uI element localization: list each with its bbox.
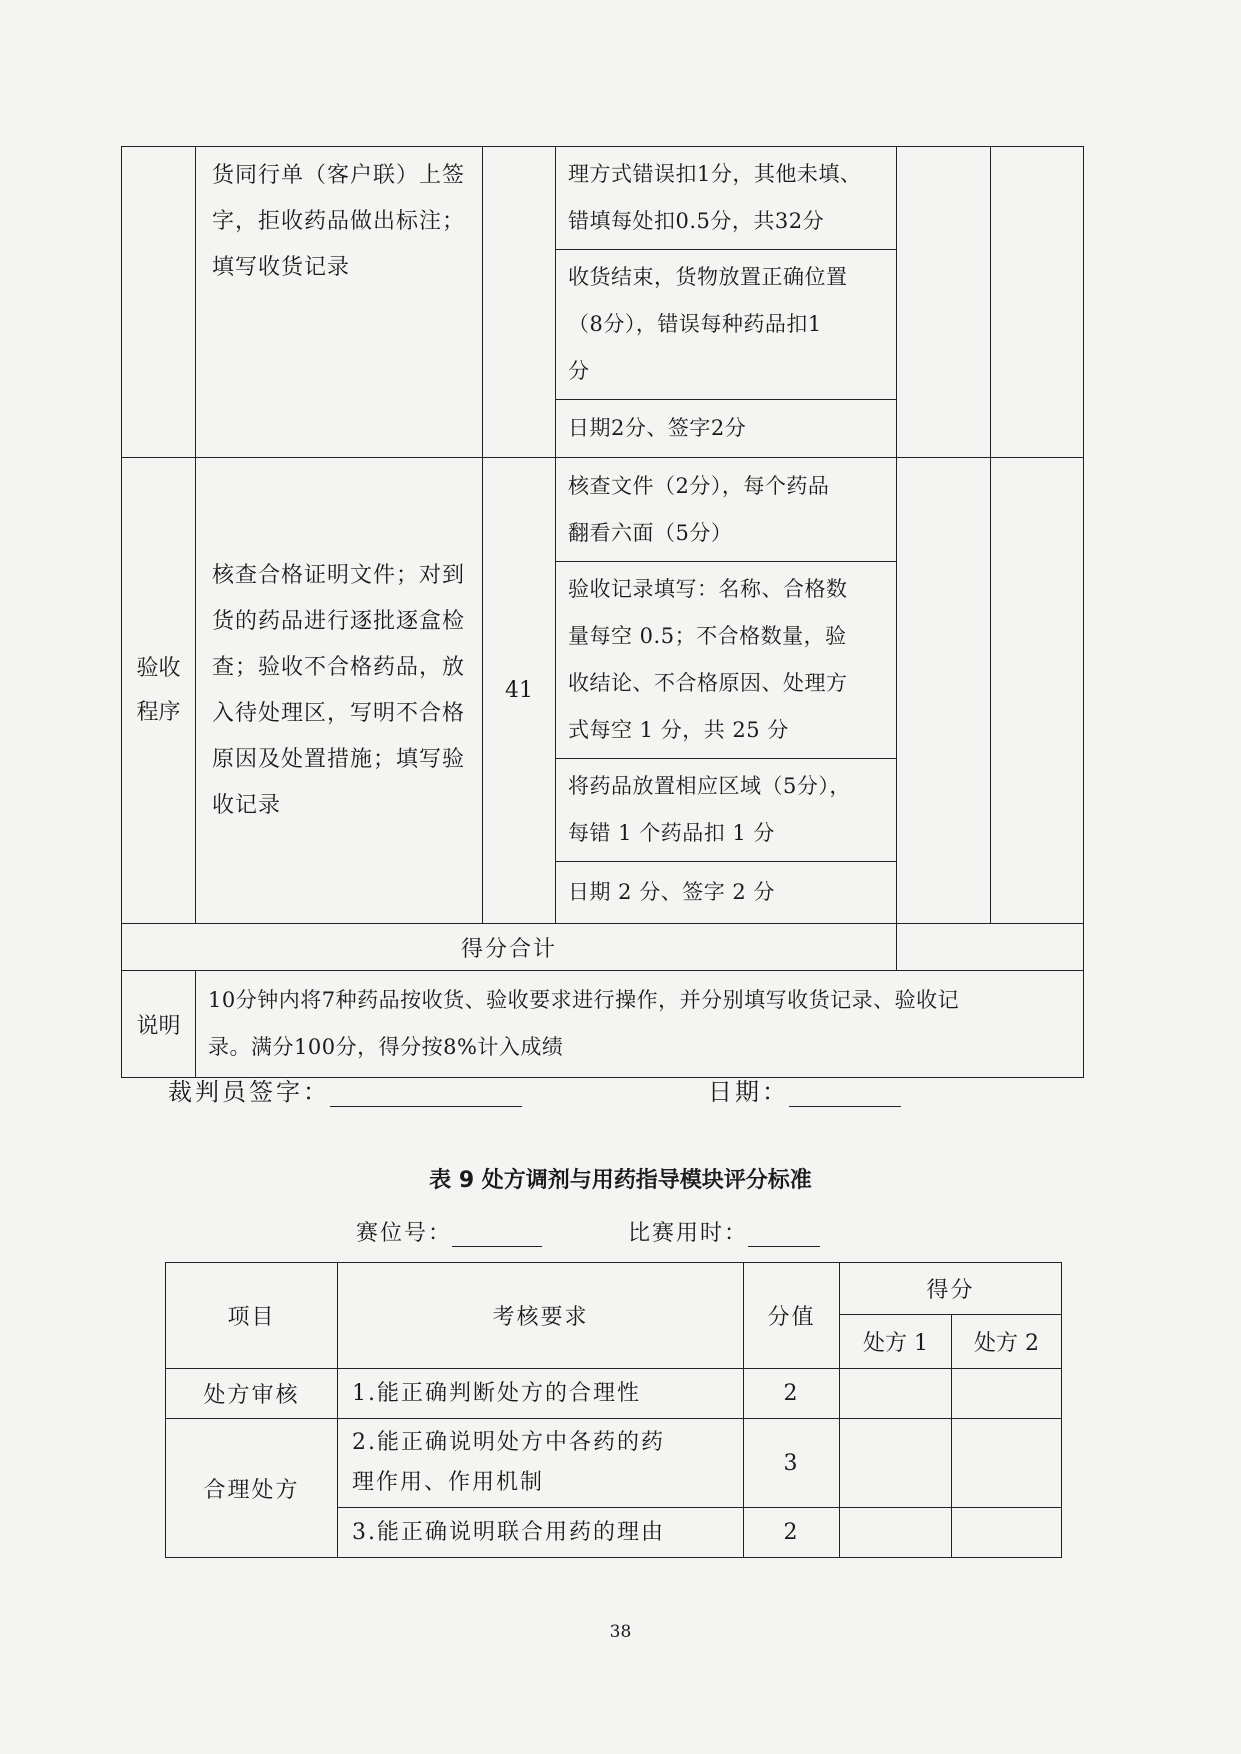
score-input-cell[interactable] xyxy=(991,458,1084,924)
project-cell xyxy=(122,147,196,458)
table-row xyxy=(122,924,1084,971)
note-line: 10分钟内将7种药品按收货、验收要求进行操作，并分别填写收货记录、验收记 xyxy=(208,988,960,1012)
requirement-line: 入待处理区，写明不合格 xyxy=(212,700,466,726)
score-cell: 2 xyxy=(744,1508,840,1558)
seat-number xyxy=(356,1216,542,1247)
criteria-line: （8分），错误每种药品扣1 xyxy=(568,312,822,336)
score-input-cell[interactable] xyxy=(952,1369,1062,1419)
criteria-line: 验收记录填写：名称、合格数 xyxy=(568,577,848,601)
note-line: 录。满分100分，得分按8%计入成绩 xyxy=(208,1035,564,1059)
header-requirement: 考核要求 xyxy=(338,1263,744,1369)
seat-field[interactable] xyxy=(452,1222,542,1247)
header-rx1: 处方 1 xyxy=(840,1315,952,1369)
requirement-line: 字，拒收药品做出标注； xyxy=(212,209,466,234)
judge-signature xyxy=(168,1072,522,1107)
criteria-cell xyxy=(556,759,897,862)
requirement-line: 3.能正确说明联合用药的理由 xyxy=(352,1519,665,1545)
score-cell: 2 xyxy=(744,1369,840,1419)
judge-signature-label: 裁判员签字： xyxy=(168,1078,330,1106)
project-cell xyxy=(122,458,196,924)
score-input-cell[interactable] xyxy=(840,1508,952,1558)
table-row xyxy=(166,1419,1062,1508)
requirement-line: 理作用、作用机制 xyxy=(352,1470,545,1495)
time-label: 比赛用时： xyxy=(628,1221,749,1246)
header-project: 项目 xyxy=(166,1263,338,1369)
score-input-cell[interactable] xyxy=(991,147,1084,458)
requirement-line: 收记录 xyxy=(212,792,282,818)
project-label: 验收 xyxy=(136,655,181,681)
score-input-cell[interactable] xyxy=(952,1419,1062,1508)
header-score: 分值 xyxy=(744,1263,840,1369)
table-header-row xyxy=(166,1263,1062,1315)
judge-signature-field[interactable] xyxy=(330,1080,522,1107)
requirement-line: 原因及处置措施；填写验 xyxy=(212,746,466,772)
requirement-cell xyxy=(338,1508,744,1558)
requirement-line: 货同行单（客户联）上签 xyxy=(212,163,466,188)
criteria-line: 日期 2 分、签字 2 分 xyxy=(568,880,775,904)
criteria-cell xyxy=(556,458,897,562)
scoring-table-receiving xyxy=(121,146,1084,1078)
criteria-cell xyxy=(556,400,897,458)
criteria-line: 式每空 1 分，共 25 分 xyxy=(568,718,789,742)
score-input-cell[interactable] xyxy=(840,1369,952,1419)
criteria-line: 核查文件（2分），每个药品 xyxy=(568,473,830,498)
requirement-line: 1.能正确判断处方的合理性 xyxy=(352,1380,641,1406)
criteria-line: 日期2分、签字2分 xyxy=(568,416,747,440)
project-cell: 处方审核 xyxy=(166,1369,338,1419)
date-field[interactable] xyxy=(789,1080,901,1107)
score-cell: 3 xyxy=(744,1419,840,1508)
score-input-cell[interactable] xyxy=(897,458,991,924)
criteria-line: 收结论、不合格原因、处理方 xyxy=(568,671,848,695)
criteria-line: 将药品放置相应区域（5分）， xyxy=(568,774,851,798)
requirement-line: 2.能正确说明处方中各药的药 xyxy=(352,1430,665,1455)
page-number: 38 xyxy=(609,1622,632,1642)
header-rx2: 处方 2 xyxy=(952,1315,1062,1369)
table-row xyxy=(166,1369,1062,1419)
score-cell xyxy=(483,147,556,458)
criteria-line: 理方式错误扣1分，其他未填、 xyxy=(568,162,862,186)
header-got: 得分 xyxy=(840,1263,1062,1315)
requirement-line: 货的药品进行逐批逐盒检 xyxy=(212,608,466,634)
table-row xyxy=(122,458,1084,562)
total-score-cell[interactable] xyxy=(897,924,1084,971)
criteria-line: 每错 1 个药品扣 1 分 xyxy=(568,821,775,845)
requirement-cell xyxy=(338,1369,744,1419)
table-title: 表 9 处方调剂与用药指导模块评分标准 xyxy=(429,1168,812,1193)
signature-date xyxy=(708,1072,901,1107)
score-cell: 41 xyxy=(483,458,556,924)
total-label: 得分合计 xyxy=(122,924,897,971)
time-field[interactable] xyxy=(748,1222,820,1247)
table-row xyxy=(122,971,1084,1078)
criteria-line: 翻看六面（5分） xyxy=(568,520,733,545)
requirement-cell xyxy=(338,1419,744,1508)
requirement-line: 查；验收不合格药品，放 xyxy=(212,654,466,680)
criteria-line: 分 xyxy=(568,359,590,383)
table-row xyxy=(122,147,1084,250)
criteria-cell xyxy=(556,862,897,924)
score-input-cell[interactable] xyxy=(952,1508,1062,1558)
date-label: 日期： xyxy=(708,1078,789,1106)
note-label: 说明 xyxy=(122,971,196,1078)
note-cell xyxy=(196,971,1084,1078)
score-input-cell[interactable] xyxy=(897,147,991,458)
score-input-cell[interactable] xyxy=(840,1419,952,1508)
criteria-cell xyxy=(556,147,897,250)
criteria-cell xyxy=(556,562,897,759)
criteria-cell xyxy=(556,250,897,400)
criteria-line: 量每空 0.5；不合格数量，验 xyxy=(568,624,847,648)
seat-label: 赛位号： xyxy=(356,1221,453,1246)
requirement-cell xyxy=(196,147,483,458)
requirement-cell xyxy=(196,458,483,924)
requirement-line: 核查合格证明文件；对到 xyxy=(212,562,466,588)
project-cell: 合理处方 xyxy=(166,1419,338,1558)
criteria-line: 错填每处扣0.5分，共32分 xyxy=(568,209,825,233)
scoring-table-prescription xyxy=(165,1262,1062,1558)
criteria-line: 收货结束，货物放置正确位置 xyxy=(568,265,848,289)
project-label: 程序 xyxy=(136,699,181,725)
requirement-line: 填写收货记录 xyxy=(212,255,351,280)
contest-time xyxy=(628,1216,820,1247)
